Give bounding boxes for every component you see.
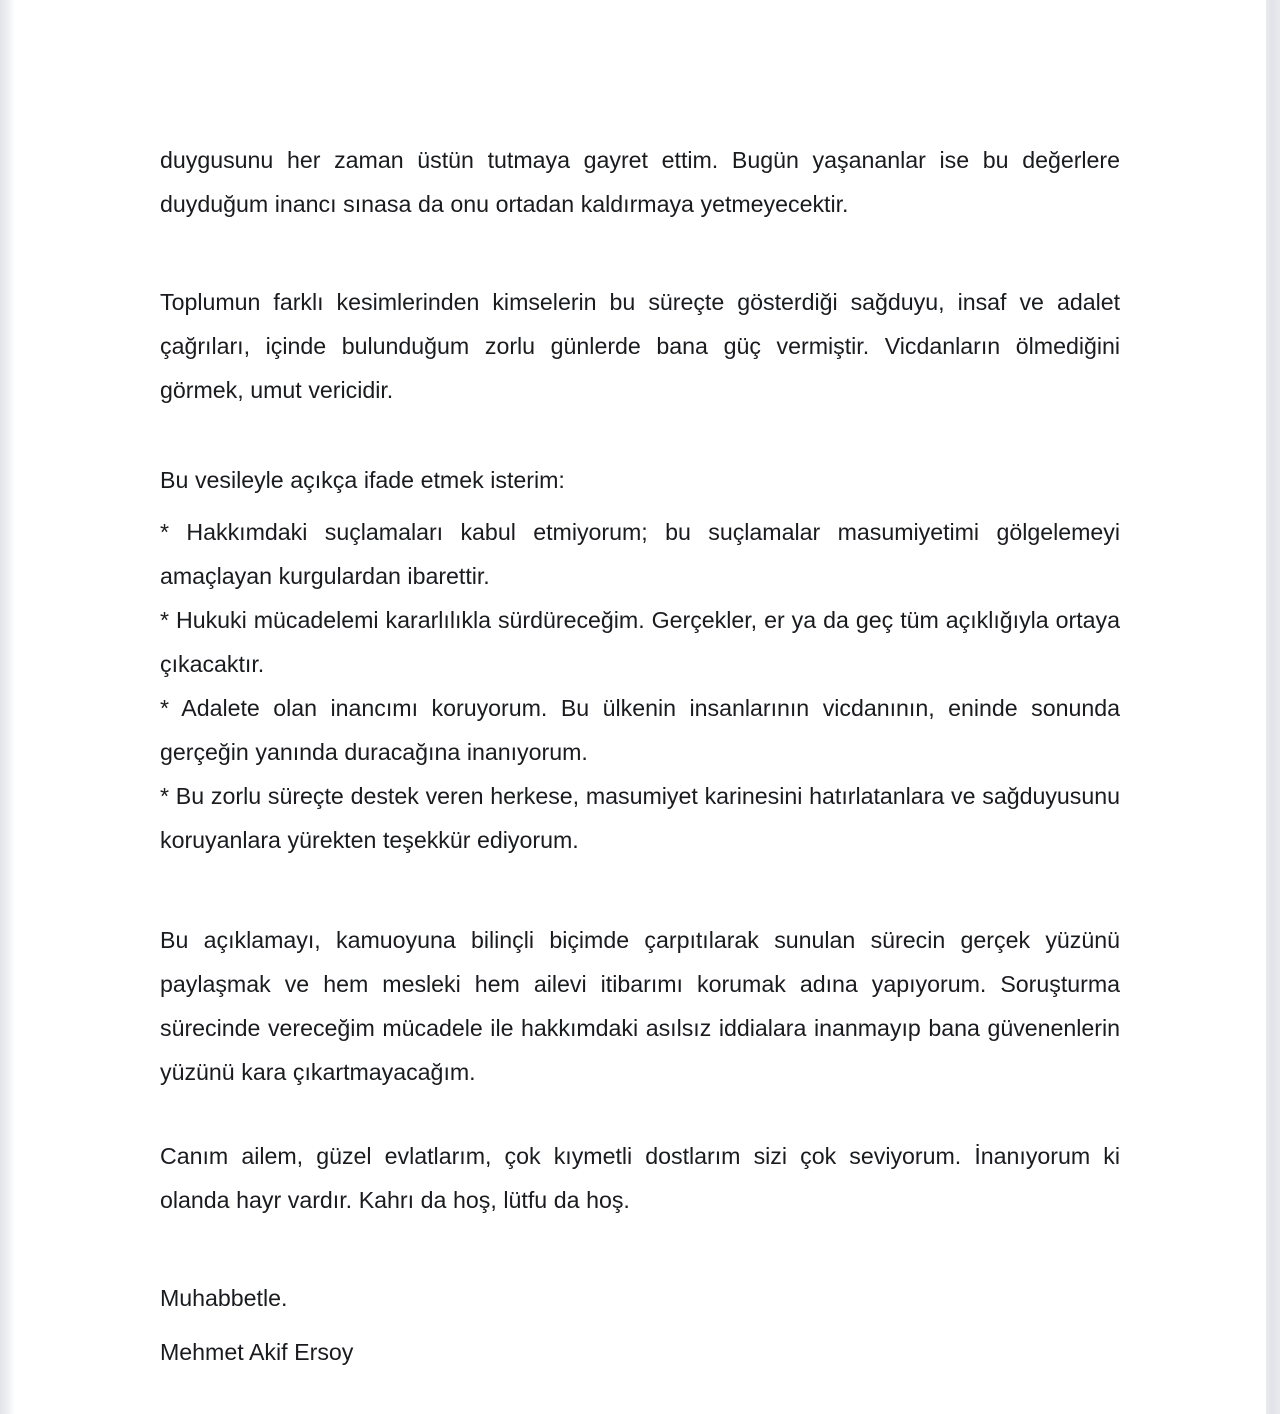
document-page — [14, 0, 1266, 1414]
declaration-item-2: * Hukuki mücadelemi kararlılıkla sürdüreceğim. Gerçekler, er ya da geç tüm açıklığıyla ortaya çıkacaktır. — [160, 607, 1120, 677]
declaration-item-1: * Hakkımdaki suçlamaları kabul etmiyorum; bu suçlamalar masumiyetimi gölgelemeyi amaçlayan kurgulardan ibarettir. — [160, 519, 1120, 589]
document-text-column — [160, 0, 1120, 1414]
paragraph-statement: Bu açıklamayı, kamuoyuna bilinçli biçimde çarpıtılarak sunulan sürecin gerçek yüzünü paylaşmak ve hem mesleki hem ailevi itibarımı korumak adına yapıyorum. Soruşturma sürecinde vereceğim mücadele ile hakkımdaki asılsız iddialara inanmayıp bana güvenenlerin yüzünü kara çıkartmayacağım. — [160, 927, 1120, 1085]
declaration-item-3: * Adalete olan inancımı koruyorum. Bu ülkenin insanlarının vicdanının, eninde sonunda gerçeğin yanında duracağına inanıyorum. — [160, 695, 1120, 765]
declaration-intro: Bu vesileyle açıkça ifade etmek isterim: — [160, 467, 565, 493]
signature-name: Mehmet Akif Ersoy — [160, 1339, 354, 1365]
paragraph-society: Toplumun farklı kesimlerinden kimselerin bu süreçte gösterdiği sağduyu, insaf ve adalet çağrıları, içinde bulunduğum zorlu günlerde bana güç vermiştir. Vicdanların ölmediğini görmek, umut vericidir. — [160, 289, 1120, 403]
closing-regards: Muhabbetle. — [160, 1285, 288, 1311]
paragraph-family: Canım ailem, güzel evlatlarım, çok kıymetli dostlarım sizi çok seviyorum. İnanıyorum ki olanda hayr vardır. Kahrı da hoş, lütfu da hoş. — [160, 1143, 1120, 1213]
declaration-item-4: * Bu zorlu süreçte destek veren herkese, masumiyet karinesini hatırlatanlara ve sağduyusunu koruyanlara yürekten teşekkür ediyorum. — [160, 783, 1120, 853]
paragraph-continued: duygusunu her zaman üstün tutmaya gayret ettim. Bugün yaşananlar ise bu değerlere duyduğum inancı sınasa da onu ortadan kaldırmaya yetmeyecektir. — [160, 147, 1120, 217]
